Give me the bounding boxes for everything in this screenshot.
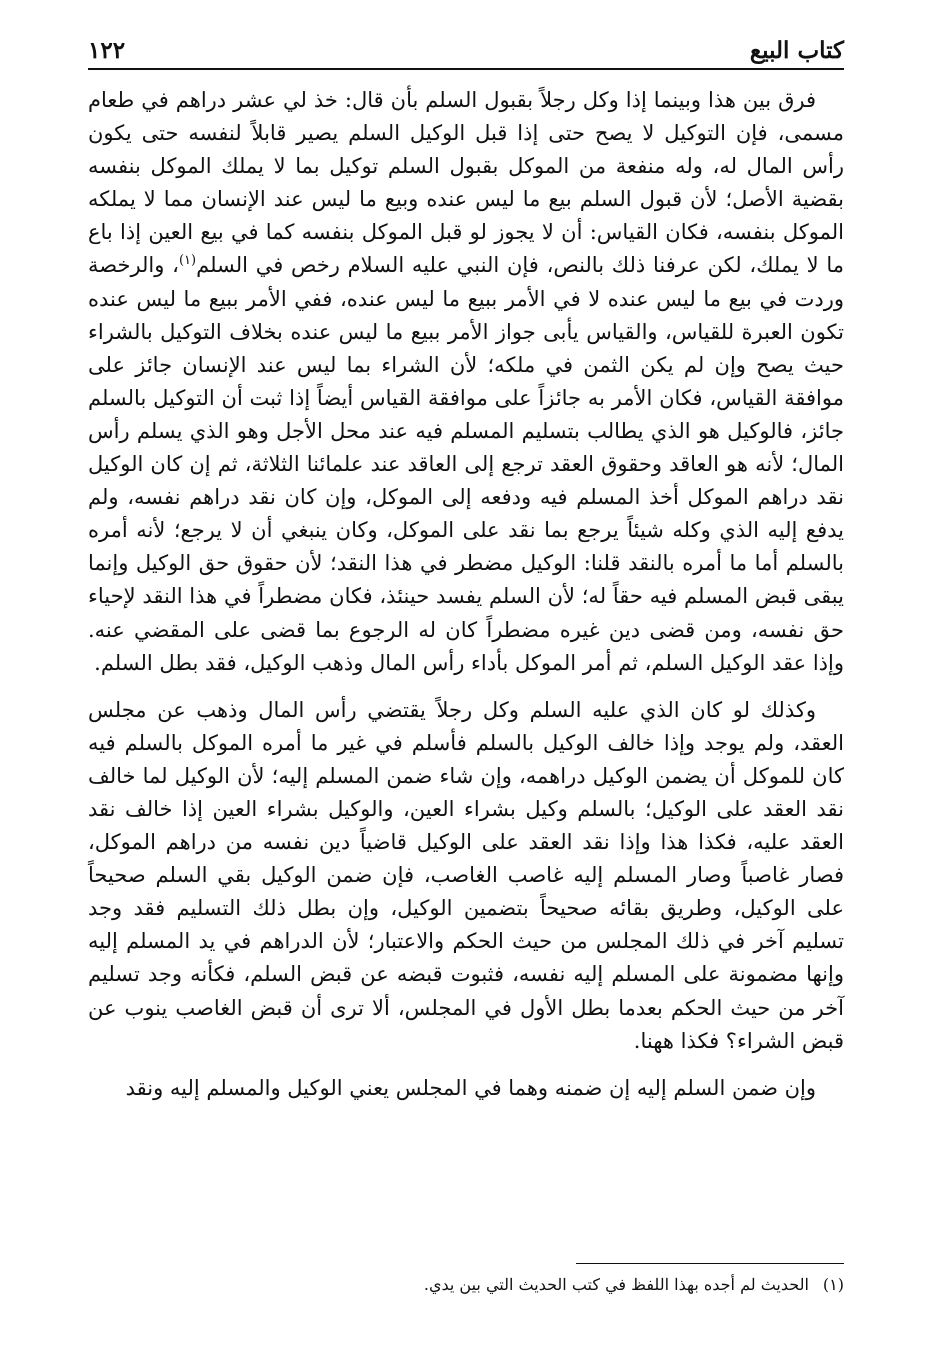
main-text (88, 84, 844, 1119)
paragraph-2: وكذلك لو كان الذي عليه السلم وكل رجلاً يقتضي رأس المال وذهب عن مجلس العقد، ولم يوجد وإذا خالف الوكيل بالسلم فأسلم في غير ما أمره الموكل بالسلم فيه كان للموكل أن يضمن الوكيل دراهمه، وإن شاء ضمن المسلم إليه؛ لأن الوكيل لما خالف نقد العقد على الوكيل؛ بالسلم وكيل بشراء العين، والوكيل بشراء العين إذا خالف نقد العقد عليه، فكذا هذا وإذا نقد العقد على الوكيل قاضياً دين نفسه من دراهم الموكل، فصار غاصباً وصار المسلم إليه غاصب الغاصب، فإن ضمن الوكيل بقي السلم صحيحاً على الوكيل، وطريق بقائه صحيحاً بتضمين الوكيل، وإن بطل ذلك التسليم فقد وجد تسليم آخر في ذلك المجلس من حيث الحكم والاعتبار؛ لأن الدراهم في يد المسلم إليه وإنها مضمونة على المسلم إليه نفسه، فثبوت قبضه عن قبض السلم، فكأنه وجد تسليم آخر من حيث الحكم بعدما بطل الأول في المجلس، ألا ترى أن قبض الغاصب ينوب عن قبض الشراء؟ فكذا ههنا. (88, 697, 844, 1053)
paragraph-1 (88, 84, 844, 680)
page-header (88, 28, 844, 64)
footnote-rule (576, 1263, 844, 1264)
footnote-number: (١) (822, 1275, 844, 1294)
page-number: ١٢٢ (88, 37, 126, 64)
footnote-text: الحديث لم أجده بهذا اللفظ في كتب الحديث التي بين يدي. (423, 1275, 809, 1294)
footnote-marker: (١) (178, 253, 197, 269)
paragraph-3: وإن ضمن السلم إليه إن ضمنه وهما في المجلس يعني الوكيل والمسلم إليه ونقد (125, 1075, 816, 1100)
footnote (88, 1272, 844, 1298)
paragraph-1-text-before: فرق بين هذا وبينما إذا وكل رجلاً بقبول السلم بأن قال: خذ لي عشر دراهم في طعام مسمى، فإن التوكيل لا يصح حتى إذا قبل الوكيل السلم يصير قابلاً لنفسه حتى يكون رأس المال له، وله منفعة من الموكل بقبول السلم توكيل بما لا يملك الموكل بنفسه بقضية الأصل؛ لأن قبول السلم بيع ما ليس عنده وبيع ما ليس عند الإنسان مما لا يملكه الموكل بنفسه، فكان القياس: أن لا يجوز لو قبل الموكل بنفسه كما في بيع العين إذا باع ما لا يملك، لكن عرفنا ذلك بالنص، فإن النبي عليه السلام رخص في السلم (88, 88, 844, 278)
running-title: كتاب البيع (749, 37, 844, 64)
paragraph-1-text-after: ، والرخصة وردت في بيع ما ليس عنده لا في الأمر ببيع ما ليس عنده، ففي الأمر ببيع ما ليس عنده تكون العبرة للقياس، والقياس يأبى جواز الأمر ببيع ما ليس عنده بخلاف التوكيل بالشراء حيث يصح وإن لم يكن الثمن في ملكه؛ لأن الشراء بما ليس عند الإنسان جائز على موافقة القياس، فكان الأمر به جائزاً على موافقة القياس أيضاً إذا ثبت أن التوكيل بالسلم جائز، فالوكيل هو الذي يطالب بتسليم المسلم فيه عند محل الأجل وهو الذي يسلم رأس المال؛ لأنه هو العاقد وحقوق العقد ترجع إلى العاقد عند علمائنا الثلاثة، ثم إن كان الوكيل نقد دراهم الموكل أخذ المسلم فيه ودفعه إلى الموكل، وإن كان نقد دراهم نفسه، ولم يدفع إليه الذي وكله شيئاً يرجع بما نقد على الموكل، وكان ينبغي أن لا يرجع؛ لأنه أمره بالسلم أما ما أمره بالنقد قلنا: الوكيل مضطر في هذا النقد؛ لأن حقوق حق الوكيل وإنما يبقى قبض المسلم فيه حقاً له؛ لأن السلم يفسد حينئذ، فكان مضطراً في هذا النقد لإحياء حق نفسه، ومن قضى دين غيره مضطراً كان له الرجوع بما قضى على المقضي عنه. وإذا عقد الوكيل السلم، ثم أمر الموكل بأداء رأس المال وذهب الوكيل، فقد بطل السلم. (88, 253, 844, 675)
header-rule (88, 68, 844, 70)
